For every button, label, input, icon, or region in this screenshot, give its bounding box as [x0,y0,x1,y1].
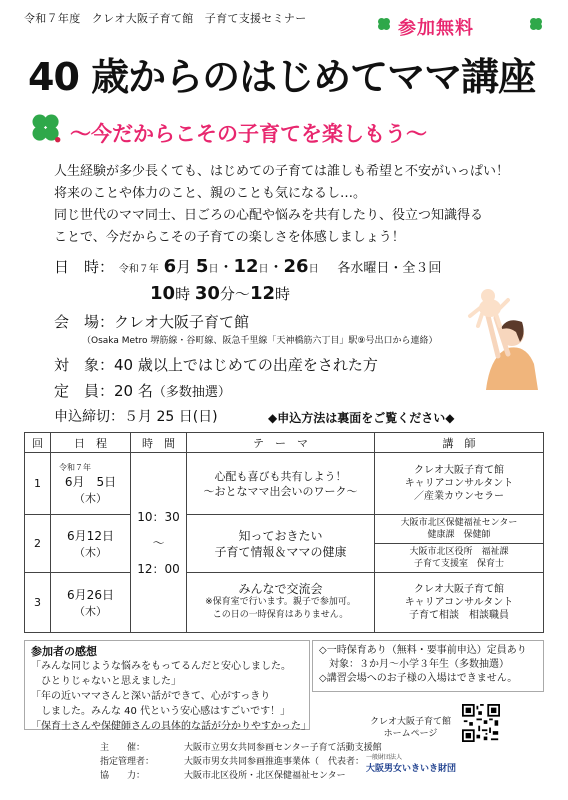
lecturer-line: ／産業カウンセラー [414,491,504,502]
session-theme [187,515,375,573]
theme-line: みんなで交流会 [238,582,323,596]
lecturer-line: キャリアコンサルタント [404,597,514,608]
month-unit: 月 [176,258,192,276]
credit-row [100,741,382,755]
session-number: 3 [25,573,51,633]
target-value: 40 歳以上ではじめての出産をされた方 [114,356,378,374]
impression-line: ひとりじゃないと思えました」 [31,676,181,687]
session-lecturer [375,453,544,515]
lecturer-line: 大阪市北区保健福祉センター [400,518,518,528]
lecturer-line: 健康課 保健師 [427,530,491,540]
session-date [51,573,131,633]
theme-note: この日の一時保育はありません。 [212,610,349,620]
end-hour: 12 [249,283,275,304]
day-3: 26 [283,256,309,277]
lecturer-line: キャリアコンサルタント [404,478,514,489]
theme-line: 知っておきたい [238,528,323,543]
col-header: テ ー マ [187,433,375,453]
session-number: 2 [25,515,51,573]
day-unit: 日 [308,264,319,275]
theme-note: ※保育室で行います。親子で参加可。 [205,597,356,607]
theme-line: 子育て情報＆ママの健康 [214,544,347,559]
session-theme [187,573,375,633]
lecturer-line: クレオ大阪子育て館 [414,584,504,595]
application-method-note: ◆申込方法は裏面をご覧ください◆ [268,411,455,425]
session-lecturer [375,573,544,633]
logo-small-text: 一般財団法人 [366,754,403,761]
credit-value: 大阪市立男女共同参画センター子育て活動支援館 [184,743,382,753]
time-sep: ～ [152,535,165,550]
date-value: 6月12日 [67,529,114,543]
impression-line: 「年の近いママさんと深い話ができて、心がすっきり [31,691,271,702]
col-header: 回 [25,433,51,453]
lecturer-line: 子育て相談 相談職員 [409,610,509,621]
capacity-value: 20 名 [114,382,153,400]
col-header: 日 程 [51,433,131,453]
qr-code[interactable] [462,704,500,742]
mother-baby-illustration [450,286,546,390]
datetime-label: 日 時： [54,258,115,276]
target-row [54,354,378,375]
note-line: ◇講習会場へのお子様の入場はできません。 [319,673,518,684]
start-minute: 30 [194,283,220,304]
lecturer-line: 子育て支援室 保育士 [413,559,504,569]
theme-line: ～おとなママ出会いのワーク～ [203,484,358,498]
subtitle: ～今だからこその子育てを楽しもう～ [70,122,427,146]
schedule-table [24,432,544,633]
page-title: 40 歳からのはじめてママ講座 [28,55,536,99]
note-line: 対象：３か月～小学３年生（多数抽選） [319,659,509,670]
table-row [25,573,544,633]
table-row [25,515,544,573]
day-unit: 日 [258,264,269,275]
date-weekday: （木） [74,605,107,618]
lecturer-a [375,515,543,544]
venue-row [54,311,249,332]
clover-icon [28,110,64,146]
date-era: 令和７年 [59,462,91,472]
table-row [25,453,544,515]
day-2: 12 [233,256,259,277]
theme-line: 心配も喜びも共有しよう！ [214,469,347,483]
date-value: 6月 5日 [64,474,117,489]
era-label: 令和７年 [118,264,159,275]
lecturer-line: 大阪市北区役所 福祉課 [409,547,509,557]
impressions-heading: 参加者の感想 [31,645,97,658]
target-label: 対 象： [54,356,115,374]
intro-line: 人生経験が多少長くても、はじめての子育ては誰しも希望と不安がいっぱい！ [54,164,510,179]
homepage-line: クレオ大阪子育て館 [370,717,452,727]
credit-row [100,755,382,769]
day-1: 5 [195,256,209,277]
table-header-row [25,433,544,453]
day-unit: 日 [208,264,219,275]
intro-text [54,161,524,249]
capacity-note: （多数抽選） [152,385,231,400]
session-number: 1 [25,453,51,515]
clover-icon [528,16,544,32]
date-weekday: （木） [74,546,107,559]
credit-row [100,769,382,783]
foundation-logo [366,752,456,774]
intro-line: 将来のことや体力のこと、親のことも気になるし…。 [54,186,367,201]
time-row: 10時 30分～12時 [150,283,291,304]
logo-name: 大阪男女いきいき財団 [366,764,457,774]
impression-line: 「みんな同じような悩みをもってるんだと安心しました。 [31,661,291,672]
intro-line: 同じ世代のママ同士、日ごろの心配や悩みを共有したり、役立つ知識得る [54,208,484,223]
homepage-label [370,716,451,740]
session-time [131,453,187,633]
start-hour: 10 [150,283,176,304]
session-theme [187,453,375,515]
session-date [51,453,131,515]
capacity-row [54,380,231,401]
intro-line: ことで、今だからこその子育ての楽しさを体感しましょう！ [54,230,405,245]
session-date [51,515,131,573]
venue-label: 会 場： [54,313,115,331]
credit-key: 指定管理者： [100,757,155,767]
childcare-notes [312,640,544,692]
deadline: 申込締切：５月 25 日(日) [54,409,218,425]
date-value: 6月26日 [67,588,114,602]
lecturer-line: クレオ大阪子育て館 [414,465,504,476]
lecturer-b [375,544,543,572]
datetime-row: 日 時： 令和７年 6月 5日・12日・26日 各水曜日・全３回 [54,256,442,277]
weekday-count: 各水曜日・全３回 [337,261,442,276]
session-lecturer [375,515,544,573]
time-start: 10：30 [137,509,180,524]
time-end: 12：00 [137,561,180,576]
venue-value: クレオ大阪子育て館 [114,313,250,331]
clover-icon [376,16,392,32]
note-line: ◇一時保育あり（無料・要事前申込）定員あり [319,645,527,656]
credit-key: 主 催： [100,743,146,753]
date-weekday: （木） [74,491,107,505]
organizer-credits [100,741,382,783]
capacity-label: 定 員： [54,382,115,400]
homepage-line: ホームページ [383,729,438,739]
credit-value: 大阪市男女共同参画推進事業体（ 代表者： [184,757,365,767]
impression-line: しました。みんな 40 代という安心感はすごいです！」 [31,706,291,717]
participant-impressions [24,640,310,730]
access-note: （Osaka Metro 堺筋線・谷町線、阪急千里線「天神橋筋六丁目」駅⑨号出口から連絡） [82,336,438,346]
credit-value: 大阪市北区役所・北区保健福祉センター [184,771,346,781]
col-header: 時 間 [131,433,187,453]
free-admission-badge: 参加無料 [398,18,474,39]
seminar-series-label: 令和７年度 クレオ大阪子育て館 子育て支援セミナー [24,12,307,25]
impression-line: 「保育士さんや保健師さんの具体的な話が分かりやすかった」 [31,721,311,732]
col-header: 講 師 [375,433,544,453]
credit-key: 協 力： [100,771,146,781]
month-value: 6 [163,256,177,277]
